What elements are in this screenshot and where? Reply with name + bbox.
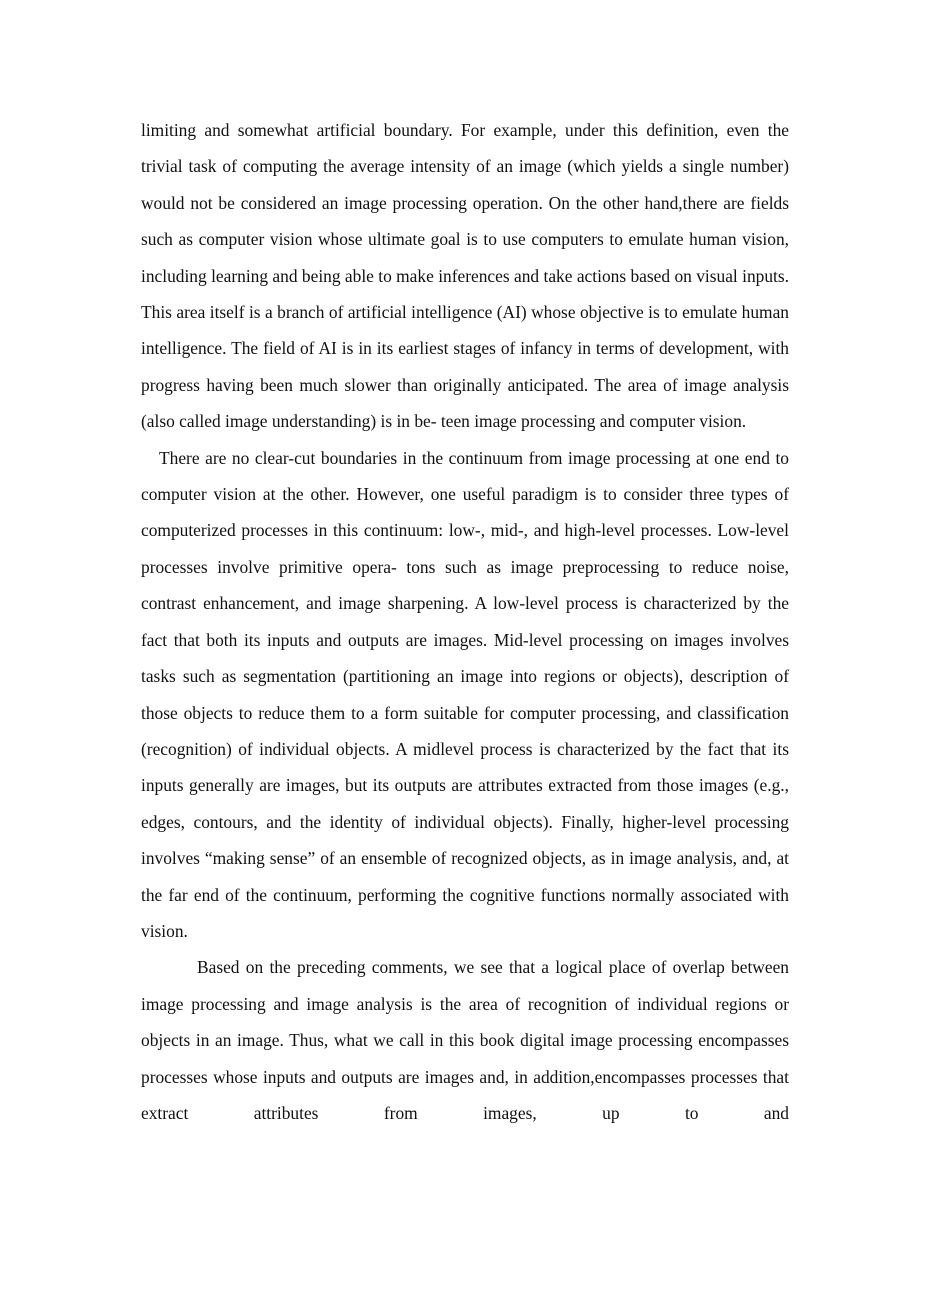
paragraph-2: There are no clear-cut boundaries in the continuum from image processing at one end to computer vision at the other. However, one useful paradigm is to consider three types of computerized processes in this continuum: low-, mid-, and high-level processes. Low-level processes involve primitive opera- tons such as image preprocessing to reduce noise, contrast enhancement, and image sharpening. A low-level process is characterized by the fact that both its inputs and outputs are images. Mid-level processing on images involves tasks such as segmentation (partitioning an image into regions or objects), description of those objects to reduce them to a form suitable for computer processing, and classification (recognition) of individual objects. A midlevel process is characterized by the fact that its inputs generally are images, but its outputs are attributes extracted from those images (e.g., edges, contours, and the identity of individual objects). Finally, higher-level processing involves “making sense” of an ensemble of recognized objects, as in image analysis, and, at the far end of the continuum, performing the cognitive functions normally associated with vision.	[141, 447, 789, 941]
body-text	[141, 112, 789, 1131]
paragraph-1: limiting and somewhat artificial boundary. For example, under this definition, even the trivial task of computing the average intensity of an image (which yields a single number) would not be considered an image processing operation. On the other hand,there are fields such as computer vision whose ultimate goal is to use computers to emulate human vision, including learning and being able to make inferences and take actions based on visual inputs. This area itself is a branch of artificial intelligence (AI) whose objective is to emulate human intelligence. The field of AI is in its earliest stages of infancy in terms of development, with progress having been much slower than originally anticipated. The area of image analysis (also called image understanding) is in be- teen image processing and computer vision.	[141, 120, 789, 432]
paragraph-3: Based on the preceding comments, we see that a logical place of overlap between image processing and image analysis is the area of recognition of individual regions or objects in an image. Thus, what we call in this book digital image processing encompasses processes whose inputs and outputs are images and, in addition,encompasses processes that extract attributes from images, up to and	[141, 957, 789, 1123]
